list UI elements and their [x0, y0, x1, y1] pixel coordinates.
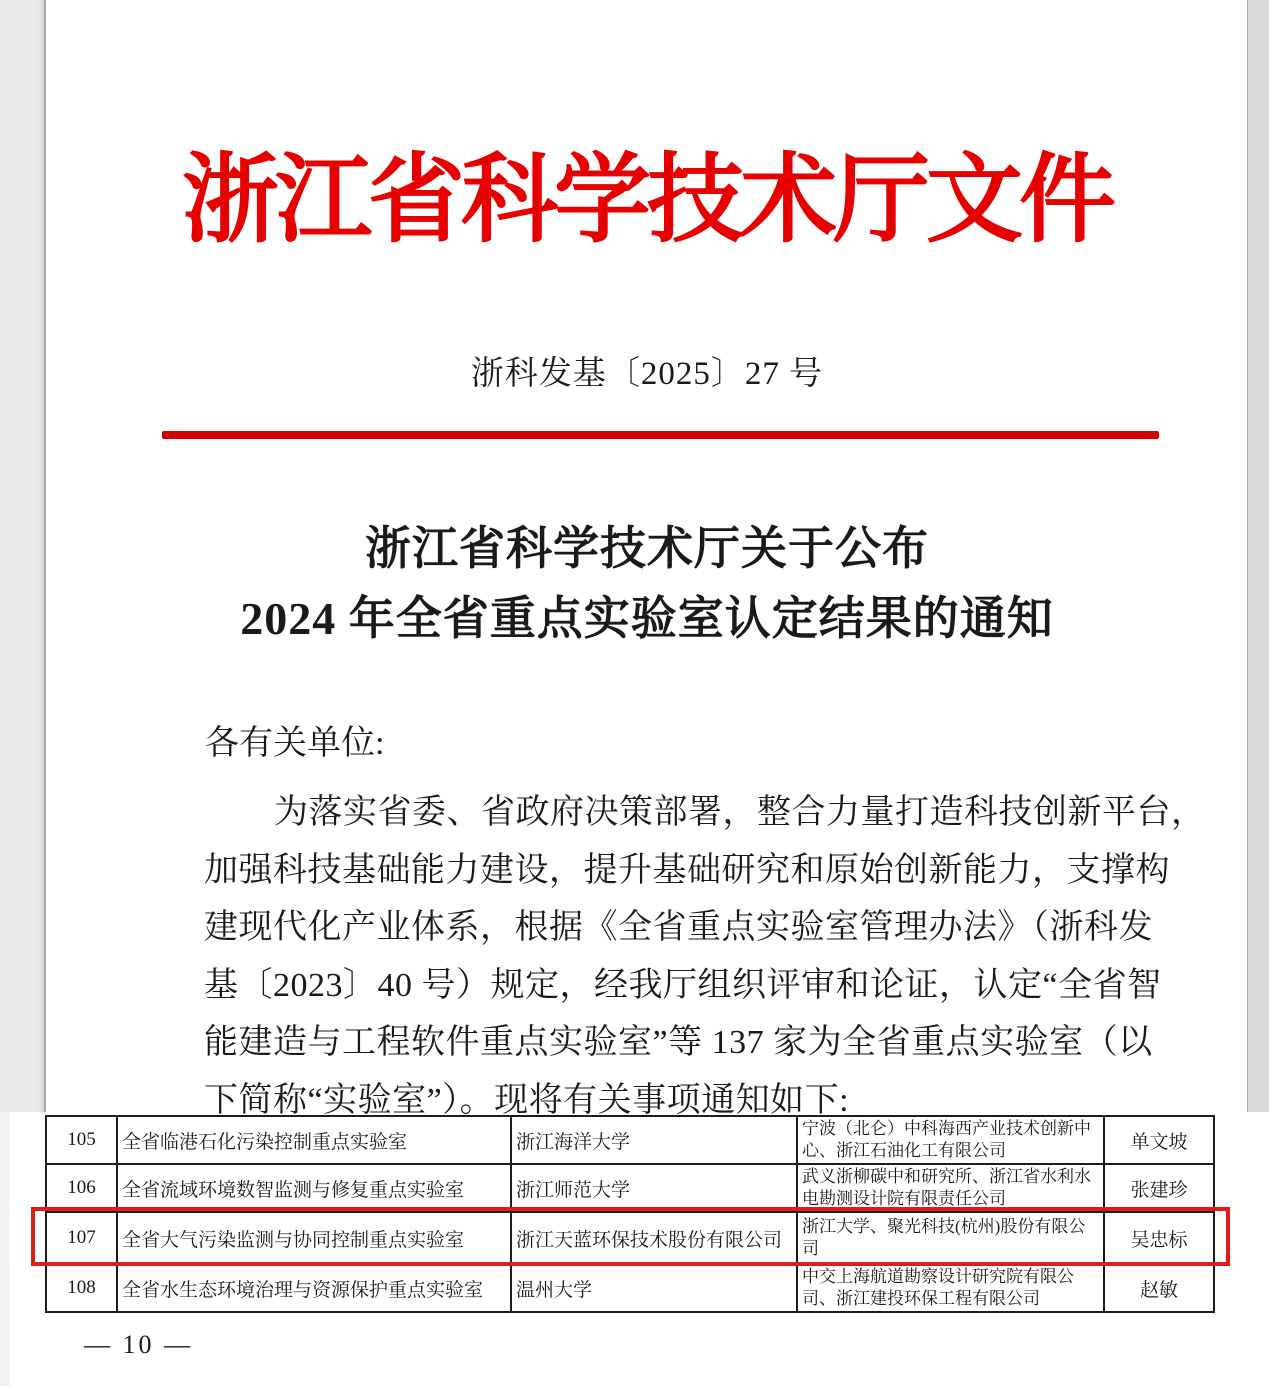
- director-cell: 张建珍: [1104, 1164, 1214, 1212]
- salutation: 各有关单位:: [205, 725, 385, 762]
- red-divider-rule: [162, 431, 1159, 439]
- host-unit-cell: 浙江海洋大学: [511, 1116, 797, 1164]
- document-number: 浙科发基〔2025〕27 号: [470, 356, 824, 392]
- partner-units-cell: 中交上海航道勘察设计研究院有限公司、浙江建投环保工程有限公司: [797, 1264, 1104, 1312]
- body-line: 能建造与工程软件重点实验室”等 137 家为全省重点实验室（以: [204, 1024, 1153, 1061]
- notice-title-line1: 浙江省科学技术厅关于公布: [365, 523, 929, 574]
- host-unit-cell: 浙江师范大学: [511, 1164, 797, 1212]
- lower-page-edge: [0, 1112, 9, 1386]
- table-row: [46, 1164, 1214, 1212]
- lab-name-cell: 全省水生态环境治理与资源保护重点实验室: [117, 1264, 511, 1312]
- body-paragraph: [204, 784, 1206, 1129]
- director-cell: 吴忠标: [1104, 1212, 1214, 1264]
- director-cell: 单文坡: [1104, 1116, 1214, 1164]
- host-unit-cell: 温州大学: [511, 1264, 797, 1312]
- lab-name-cell: 全省大气污染监测与协同控制重点实验室: [117, 1212, 511, 1264]
- partner-units-cell: 武义浙柳碳中和研究所、浙江省水利水电勘测设计院有限责任公司: [797, 1164, 1104, 1212]
- body-line: 基〔2023〕40 号）规定，经我厅组织评审和论证，认定“全省智: [204, 966, 1162, 1004]
- row-number-cell: 108: [46, 1264, 117, 1312]
- lab-results-table: [45, 1115, 1215, 1313]
- body-line: 为落实省委、省政府决策部署，整合力量打造科技创新平台，: [274, 794, 1206, 831]
- lab-name-cell: 全省流域环境数智监测与修复重点实验室: [117, 1164, 511, 1212]
- partner-units-cell: 宁波（北仑）中科海西产业技术创新中心、浙江石油化工有限公司: [797, 1116, 1104, 1164]
- lab-name-cell: 全省临港石化污染控制重点实验室: [117, 1116, 511, 1164]
- table-row: [46, 1116, 1214, 1164]
- body-line: 加强科技基础能力建设，提升基础研究和原始创新能力，支撑构: [204, 851, 1170, 889]
- page-number: — 10 —: [84, 1330, 193, 1359]
- notice-title-line2: 2024 年全省重点实验室认定结果的通知: [240, 593, 1054, 644]
- director-cell: 赵敏: [1104, 1264, 1214, 1312]
- body-line: 下简称“实验室”）。现将有关事项通知如下:: [204, 1081, 850, 1119]
- table-row-highlighted: [46, 1212, 1214, 1264]
- row-number-cell: 106: [46, 1164, 117, 1212]
- page-left-margin: [0, 0, 46, 1112]
- row-number-cell: 105: [46, 1116, 117, 1164]
- body-line: 建现代化产业体系，根据《全省重点实验室管理办法》（浙科发: [204, 909, 1153, 946]
- row-number-cell: 107: [46, 1212, 117, 1264]
- notice-title: [46, 514, 1248, 654]
- table-row: [46, 1264, 1214, 1312]
- page-right-gutter: [1247, 0, 1269, 1112]
- letterhead-title: 浙江省科学技术厅文件: [182, 147, 1112, 254]
- host-unit-cell: 浙江天蓝环保技术股份有限公司: [511, 1212, 797, 1264]
- partner-units-cell: 浙江大学、聚光科技(杭州)股份有限公司: [797, 1212, 1104, 1264]
